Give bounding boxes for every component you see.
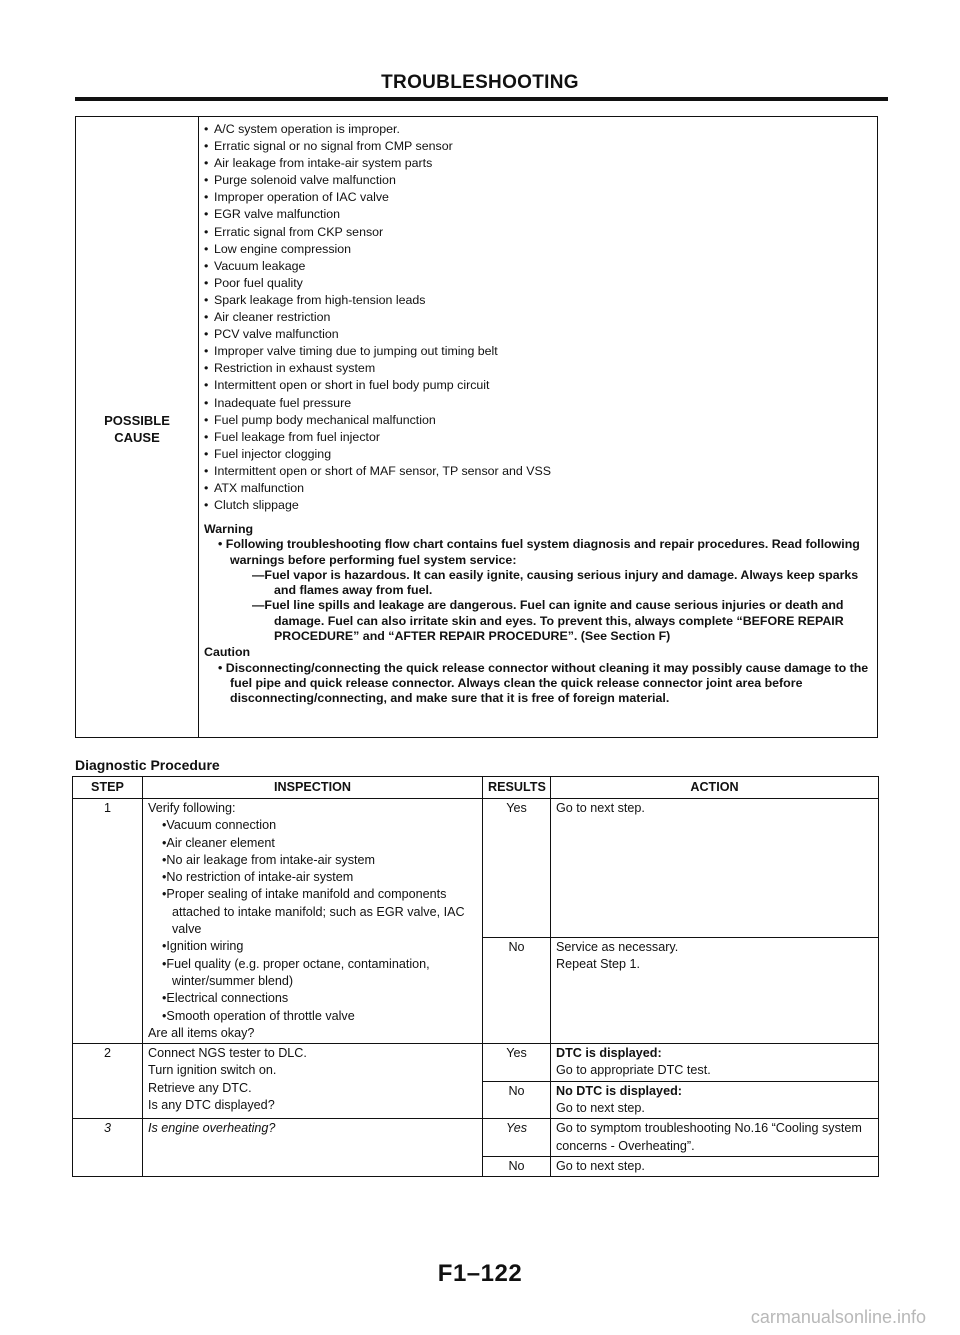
possible-cause-box	[75, 116, 878, 738]
header-action: ACTION	[551, 777, 879, 799]
inspection-bullet: • No air leakage from intake-air system	[148, 852, 477, 869]
cause-item: • EGR valve malfunction	[204, 206, 869, 223]
action-line: No DTC is displayed:	[556, 1083, 682, 1098]
cause-item: • Restriction in exhaust system	[204, 360, 869, 377]
table-header-row	[73, 777, 879, 799]
cause-item: • Fuel injector clogging	[204, 446, 869, 463]
cause-item: • Improper valve timing due to jumping out timing belt	[204, 343, 869, 360]
action-line: Go to next step.	[556, 1101, 645, 1116]
cause-item: • A/C system operation is improper.	[204, 121, 869, 138]
action-line: DTC is displayed:	[556, 1046, 662, 1061]
cause-item: • Air leakage from intake-air system parts	[204, 155, 869, 172]
cause-item: • Erratic signal from CKP sensor	[204, 224, 869, 241]
action-line: Go to appropriate DTC test.	[556, 1063, 711, 1078]
inspection-line: Turn ignition switch on.	[148, 1063, 277, 1078]
page-title: TROUBLESHOOTING	[381, 72, 579, 93]
action-cell	[551, 1044, 879, 1082]
warning-heading: Warning	[204, 522, 254, 536]
table-row	[73, 1044, 879, 1082]
inspection-line: Retrieve any DTC.	[148, 1080, 252, 1095]
cause-item: • Spark leakage from high-tension leads	[204, 292, 869, 309]
inspection-bullet: • Electrical connections	[148, 990, 477, 1007]
cause-item: • Poor fuel quality	[204, 275, 869, 292]
result-yes: Yes	[483, 1044, 551, 1082]
possible-cause-label	[76, 412, 198, 446]
inspection-bullet: • Smooth operation of throttle valve	[148, 1008, 477, 1025]
inspection-line: Is any DTC displayed?	[148, 1098, 275, 1113]
inspection-bullet: • Vacuum connection	[148, 817, 477, 834]
cause-item: • Purge solenoid valve malfunction	[204, 172, 869, 189]
inspection-bullet: • Ignition wiring	[148, 938, 477, 955]
cause-item: • Inadequate fuel pressure	[204, 395, 869, 412]
warning-item: • Following troubleshooting flow chart contains fuel system diagnosis and repair procedures. Read following warnings before performing fuel system service:	[204, 537, 874, 568]
cause-item: • Vacuum leakage	[204, 258, 869, 275]
warning-subitem: —Fuel line spills and leakage are dangerous. Fuel can ignite and cause serious injuries or death and damage. Fuel can also irritate skin and eyes. To prevent this, always complete “BEFORE REPAIR PROCEDURE” and “AFTER REPAIR PROCEDURE”. (See Section F)	[252, 598, 844, 644]
action-line: Service as necessary.	[556, 940, 679, 954]
cause-item: • Fuel pump body mechanical malfunction	[204, 412, 869, 429]
inspection-bullet: • Fuel quality (e.g. proper octane, contamination, winter/summer blend)	[148, 956, 477, 991]
step-number: 1	[73, 799, 143, 1044]
label-line: POSSIBLE	[104, 413, 170, 428]
cause-item: • Low engine compression	[204, 241, 869, 258]
cause-item: • Clutch slippage	[204, 497, 869, 514]
result-yes: Yes	[483, 1119, 551, 1157]
result-no: No	[483, 1156, 551, 1176]
warning-subitem: —Fuel vapor is hazardous. It can easily ignite, causing serious injury and damage. Always keep sparks and flames away from fuel.	[252, 567, 859, 598]
result-no: No	[483, 1081, 551, 1119]
header-inspection: INSPECTION	[143, 777, 483, 799]
inspection-bullet: • Air cleaner element	[148, 835, 477, 852]
warning-block	[204, 522, 874, 707]
diagnostic-table	[72, 776, 879, 1177]
inspection-line: Connect NGS tester to DLC.	[148, 1046, 307, 1061]
cause-item: • Improper operation of IAC valve	[204, 189, 869, 206]
page-number: F1–122	[437, 1260, 523, 1287]
result-yes: Yes	[483, 799, 551, 938]
cause-item: • Fuel leakage from fuel injector	[204, 429, 869, 446]
table-row	[73, 799, 879, 938]
header-rule	[75, 97, 888, 101]
table-row	[73, 1119, 879, 1157]
inspection-cell	[143, 799, 483, 1044]
column-divider	[198, 117, 199, 737]
cause-item: • Air cleaner restriction	[204, 309, 869, 326]
step-number: 2	[73, 1044, 143, 1119]
watermark: carmanualsonline.info	[750, 1307, 926, 1327]
header-step: STEP	[73, 777, 143, 799]
inspection-bullet: • Proper sealing of intake manifold and components attached to intake manifold; such as EGR valve, IAC valve	[148, 886, 477, 938]
action-cell	[551, 1081, 879, 1119]
inspection-bullet: • No restriction of intake-air system	[148, 869, 477, 886]
action-cell	[551, 938, 879, 1044]
action-cell: Go to next step.	[551, 799, 879, 938]
inspection-question: Are all items okay?	[148, 1025, 255, 1040]
cause-item: • Intermittent open or short in fuel body pump circuit	[204, 377, 869, 394]
action-cell: Go to symptom troubleshooting No.16 “Cooling system concerns - Overheating”.	[551, 1119, 879, 1157]
caution-item: • Disconnecting/connecting the quick release connector without cleaning it may possibly cause damage to the fuel pipe and quick release connector. Always clean the quick release connector joint area before disconnecting/connecting, and make sure that it is free of foreign material.	[204, 661, 874, 707]
action-cell: Go to next step.	[551, 1156, 879, 1176]
result-no: No	[483, 938, 551, 1044]
cause-item: • Erratic signal or no signal from CMP sensor	[204, 138, 869, 155]
inspection-cell	[143, 1044, 483, 1119]
inspection-cell: Is engine overheating?	[143, 1119, 483, 1177]
cause-item: • ATX malfunction	[204, 480, 869, 497]
inspection-intro: Verify following:	[148, 801, 236, 815]
step-number: 3	[73, 1119, 143, 1177]
header-results: RESULTS	[483, 777, 551, 799]
cause-item: • PCV valve malfunction	[204, 326, 869, 343]
cause-list	[204, 121, 869, 514]
label-line: CAUSE	[114, 430, 160, 445]
diagnostic-procedure-title: Diagnostic Procedure	[75, 757, 220, 773]
caution-heading: Caution	[204, 645, 251, 660]
action-line: Repeat Step 1.	[556, 957, 641, 972]
cause-item: • Intermittent open or short of MAF sensor, TP sensor and VSS	[204, 463, 869, 480]
